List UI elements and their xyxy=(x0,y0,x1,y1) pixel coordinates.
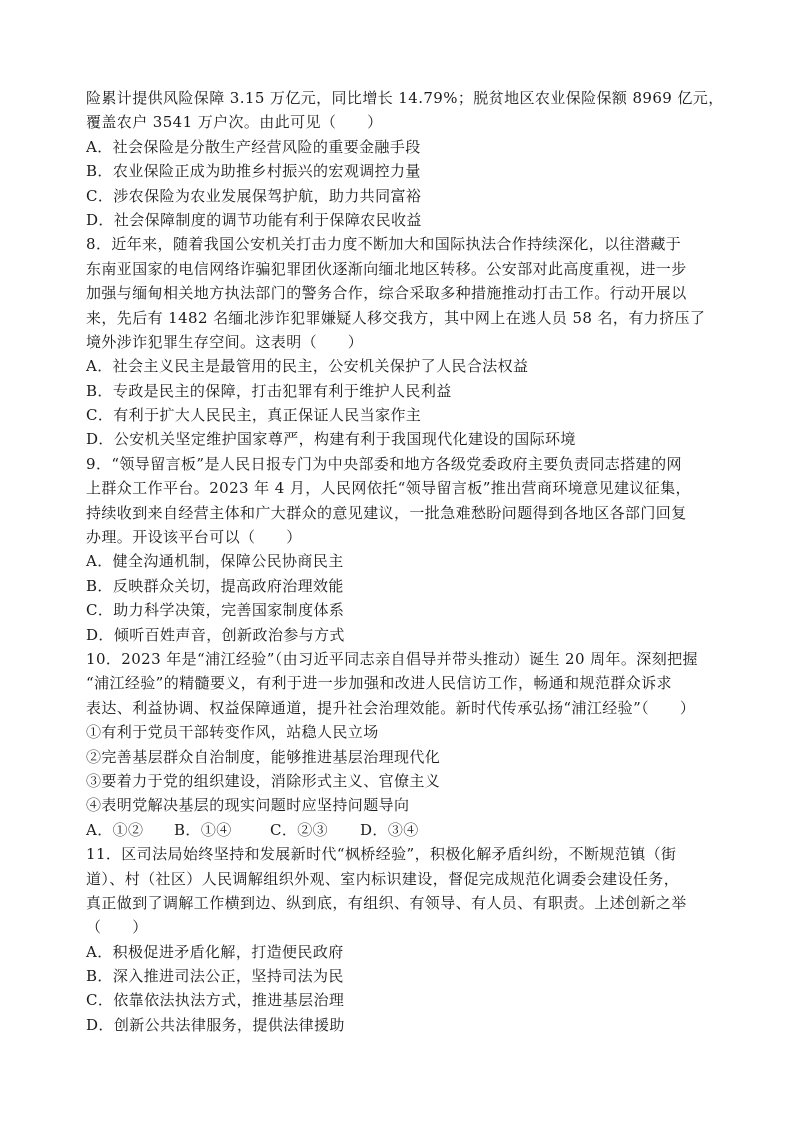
question-8-option-c: C．有利于扩大人民民主，真正保证人民当家作主 xyxy=(86,406,422,425)
question-8 xyxy=(86,232,708,452)
question-9-option-d: D．倾听百姓声音，创新政治参与方式 xyxy=(86,625,345,644)
question-7-option-a: A．社会保险是分散生产经营风险的重要金融手段 xyxy=(86,137,421,156)
question-10-statement-3: ③要着力于党的组织建设，消除形式主义、官僚主义 xyxy=(86,771,441,790)
question-8-stem-line-2: 东南亚国家的电信网络诈骗犯罪团伙逐渐向缅北地区转移。公安部对此高度重视，进一步 xyxy=(86,259,687,278)
question-9-stem-line-3: 持续收到来自经营主体和广大群众的意见建议，一批急难愁盼问题得到各地区各部门回复 xyxy=(86,503,687,522)
question-11 xyxy=(86,842,708,1037)
question-10 xyxy=(86,647,708,842)
question-10-choice-c: C．②③ xyxy=(270,820,329,839)
question-10-stem-line-3: 表达、利益协调、权益保障通道，提升社会治理效能。新时代传承弘扬“浦江经验”（ ） xyxy=(86,698,696,717)
question-10-statement-1: ①有利于党员干部转变作风，站稳人民立场 xyxy=(86,723,379,742)
question-10-statement-4: ④表明党解决基层的现实问题时应坚持问题导向 xyxy=(86,796,410,815)
question-7-option-c: C．涉农保险为农业发展保驾护航，助力共同富裕 xyxy=(86,186,422,205)
question-9-option-b: B．反映群众关切，提高政府治理效能 xyxy=(86,576,344,595)
question-7-stem-line-1: 险累计提供风险保障 3.15 万亿元，同比增长 14.79%；脱贫地区农业保险保额 8969 亿元， xyxy=(86,89,724,107)
question-9-stem-line-1: 9．“领导留言板”是人民日报专门为中央部委和地方各级党委政府主要负责同志搭建的网 xyxy=(86,454,682,473)
question-7-option-b: B．农业保险正成为助推乡村振兴的宏观调控力量 xyxy=(86,162,421,181)
question-9-option-a: A．健全沟通机制，保障公民协商民主 xyxy=(86,552,344,571)
question-7-stem-line-2: 覆盖农户 3541 万户次。由此可见（ ） xyxy=(86,113,383,132)
question-10-stem-line-2: “浦江经验”的精髓要义，有利于进一步加强和改进人民信访工作，畅通和规范群众诉求 xyxy=(86,674,672,693)
question-10-choices xyxy=(86,818,708,842)
question-11-option-d: D．创新公共法律服务，提供法律援助 xyxy=(86,1015,345,1034)
question-8-option-a: A．社会主义民主是最管用的民主，公安机关保护了人民合法权益 xyxy=(86,357,529,376)
question-9 xyxy=(86,452,708,647)
question-11-stem-line-1: 11．区司法局始终坚持和发展新时代“枫桥经验”，积极化解矛盾纠纷，不断规范镇（街 xyxy=(86,845,677,864)
question-7 xyxy=(86,86,724,232)
question-10-choice-a: A．①② xyxy=(86,820,144,839)
question-8-stem-line-1: 8．近年来，随着我国公安机关打击力度不断加大和国际执法合作持续深化，以往潜藏于 xyxy=(86,235,682,254)
question-8-stem-line-5: 境外涉诈犯罪生存空间。这表明（ ） xyxy=(86,332,364,351)
question-9-stem-line-2: 上群众工作平台。2023 年 4 月，人民网依托“领导留言板”推出营商环境意见建议征集， xyxy=(86,479,691,498)
question-10-statement-2: ②完善基层群众自治制度，能够推进基层治理现代化 xyxy=(86,747,441,766)
question-9-option-c: C．助力科学决策，完善国家制度体系 xyxy=(86,601,345,620)
question-11-option-b: B．深入推进司法公正，坚持司法为民 xyxy=(86,967,344,986)
question-10-stem-line-1: 10．2023 年是“浦江经验”（由习近平同志亲自倡导并带头推动）诞生 20 周年。深刻把握 xyxy=(86,649,698,668)
question-8-stem-line-4: 来，先后有 1482 名缅北涉诈犯罪嫌疑人移交我方，其中网上在逃人员 58 名，有力挤压了 xyxy=(86,308,706,327)
question-9-stem-line-4: 办理。开设该平台可以（ ） xyxy=(86,528,302,547)
question-10-choice-b: B．①④ xyxy=(174,820,232,839)
question-11-stem-line-3: 真正做到了调解工作横到边、纵到底，有组织、有领导、有人员、有职责。上述创新之举 xyxy=(86,893,687,912)
question-11-stem-line-2: 道）、村（社区）人民调解组织外观、室内标识建设，督促完成规范化调委会建设任务， xyxy=(86,869,680,888)
question-7-option-d: D．社会保障制度的调节功能有利于保障农民收益 xyxy=(86,210,422,229)
question-11-option-c: C．依靠依法执法方式，推进基层治理 xyxy=(86,991,345,1010)
question-11-option-a: A．积极促进矛盾化解，打造便民政府 xyxy=(86,942,344,961)
question-8-stem-line-3: 加强与缅甸相关地方执法部门的警务合作，综合采取多种措施推动打击工作。行动开展以 xyxy=(86,284,687,303)
question-10-choice-d: D．③④ xyxy=(360,820,419,839)
question-11-stem-line-4: （ ） xyxy=(86,918,148,937)
question-8-option-d: D．公安机关坚定维护国家尊严，构建有利于我国现代化建设的国际环境 xyxy=(86,430,576,449)
question-8-option-b: B．专政是民主的保障，打击犯罪有利于维护人民利益 xyxy=(86,381,452,400)
